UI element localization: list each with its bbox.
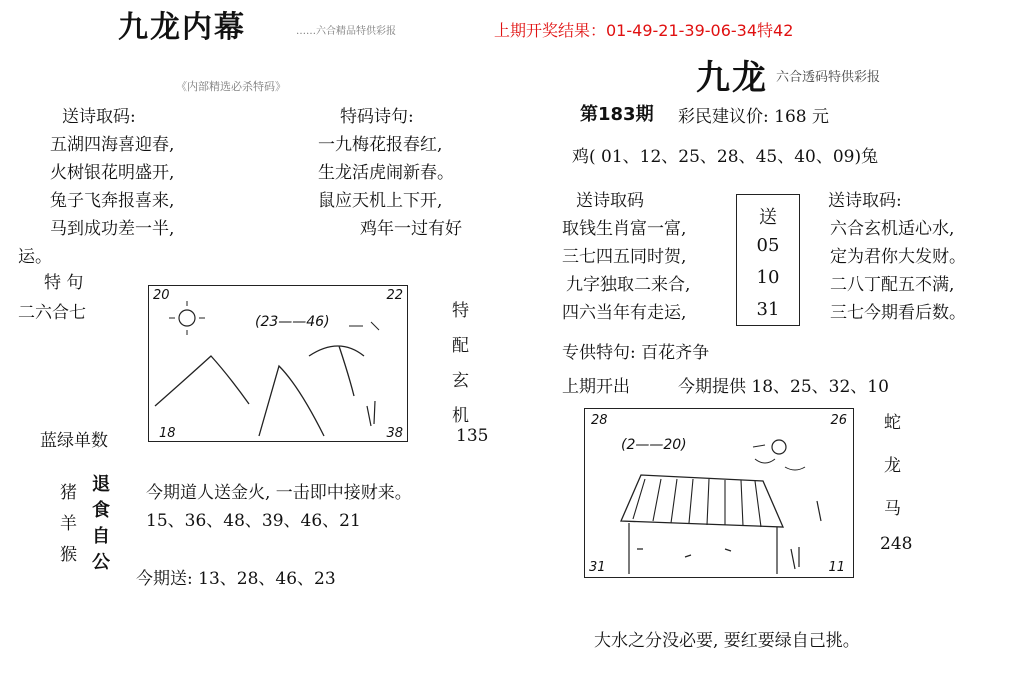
left-tagline: 《内部精选必杀特码》 <box>176 80 286 93</box>
send-box-num-2: 10 <box>756 267 780 288</box>
left-poem-heading-special: 特码诗句: <box>340 107 414 127</box>
daoren-line: 今期道人送金火, 一击即中接财来。 <box>146 483 412 503</box>
special-text: 二六合七 <box>18 303 86 323</box>
this-issue-numbers: 今期提供 18、25、32、10 <box>678 377 889 397</box>
right-poem-right-1: 六合玄机适心水, <box>830 219 955 239</box>
zodiac-2: 羊 <box>60 514 77 534</box>
right-side-char-3: 马 <box>884 499 901 519</box>
left-sketch-box <box>148 285 408 442</box>
send-box <box>736 194 800 326</box>
chicken-line: 鸡( 01、12、25、28、45、40、09)兔 <box>572 147 879 167</box>
left-sketch-corner-tl: 20 <box>153 288 170 303</box>
retreat-char-4: 公 <box>92 552 110 573</box>
send-box-label: 送 <box>759 207 777 228</box>
send-box-num-3: 31 <box>756 299 780 320</box>
red-result-banner: 上期开奖结果：01-49-21-39-06-34特42 <box>494 21 794 40</box>
left-sketch-corner-bl: 18 <box>159 426 176 441</box>
left-sketch-text: (23——46) <box>255 314 330 330</box>
zodiac-3: 猴 <box>60 545 77 565</box>
left-poem-line-1: 五湖四海喜迎春, <box>50 135 175 155</box>
right-poem-right-3: 二八丁配五不满, <box>830 275 955 295</box>
left-poem-line-4: 马到成功差一半, <box>50 219 175 239</box>
zodiac-1: 猪 <box>60 483 77 503</box>
send-line: 今期送: 13、28、46、23 <box>136 569 336 589</box>
left-poem-line-2: 火树银花明盛开, <box>50 163 175 183</box>
send-box-num-1: 05 <box>756 235 780 256</box>
special-label: 特 句 <box>44 273 84 293</box>
right-side-vertical <box>884 408 901 519</box>
left-special-poem-line-3: 鼠应天机上下开, <box>318 191 443 211</box>
left-special-poem-line-4: 鸡年一过有好 <box>360 219 462 239</box>
left-special-poem-line-1: 一九梅花报春红, <box>318 135 443 155</box>
left-subtitle: ……六合精品特供彩报 <box>296 26 396 37</box>
retreat-vertical <box>92 470 110 574</box>
left-side-char-2: 配 <box>452 336 469 356</box>
right-side-number: 248 <box>880 534 913 554</box>
left-poem-heading: 送诗取码: <box>62 107 136 127</box>
retreat-char-1: 退 <box>92 474 110 495</box>
right-poem-right-4: 三七今期看后数。 <box>830 303 966 323</box>
right-sketch-drawing <box>585 409 853 577</box>
left-side-char-4: 机 <box>452 406 469 426</box>
footer-line: 大水之分没必要, 要红要绿自己挑。 <box>594 631 860 651</box>
left-side-vertical <box>452 296 469 426</box>
blue-green-label: 蓝绿单数 <box>40 431 108 451</box>
daoren-numbers: 15、36、48、39、46、21 <box>146 511 361 531</box>
right-sketch-box <box>584 408 854 578</box>
right-sketch-corner-bl: 31 <box>589 560 606 575</box>
zodiac-column <box>60 478 77 565</box>
right-title: 九龙 <box>696 58 768 98</box>
left-poem-line-3: 兔子飞奔报喜来, <box>50 191 175 211</box>
right-poem-right-2: 定为君你大发财。 <box>830 247 966 267</box>
left-side-number: 135 <box>456 426 489 446</box>
right-side-char-1: 蛇 <box>884 413 901 433</box>
right-sketch-corner-tr: 26 <box>830 413 847 428</box>
right-poem-heading-right: 送诗取码: <box>828 191 902 211</box>
last-issue-label: 上期开出 <box>562 377 630 397</box>
left-poem-wrap: 运。 <box>18 247 52 267</box>
right-poem-left-2: 三七四五同时贺, <box>562 247 687 267</box>
right-poem-left-1: 取钱生肖富一富, <box>562 219 687 239</box>
issue-number: 第183期 <box>580 104 654 125</box>
left-side-char-3: 玄 <box>452 371 469 391</box>
left-sketch-drawing <box>149 286 407 441</box>
left-side-char-1: 特 <box>452 301 469 321</box>
right-poem-heading-left: 送诗取码 <box>576 191 644 211</box>
left-sketch-corner-br: 38 <box>386 426 403 441</box>
left-special-poem-line-2: 生龙活虎闹新春。 <box>318 163 454 183</box>
retreat-char-2: 食 <box>92 500 110 521</box>
retreat-char-3: 自 <box>92 526 110 547</box>
left-sketch-corner-tr: 22 <box>386 288 403 303</box>
right-poem-left-4: 四六当年有走运, <box>562 303 687 323</box>
right-sketch-corner-br: 11 <box>828 560 845 575</box>
right-sketch-text: (2——20) <box>621 437 687 453</box>
suggested-price: 彩民建议价: 168 元 <box>678 107 829 127</box>
right-side-char-2: 龙 <box>884 456 901 476</box>
left-title: 九龙内幕 <box>118 10 246 45</box>
right-sketch-corner-tl: 28 <box>591 413 608 428</box>
right-poem-left-3: 九字独取二来合, <box>566 275 691 295</box>
right-subtitle: 六合透码特供彩报 <box>776 70 881 85</box>
special-offer: 专供特句: 百花齐争 <box>562 343 710 363</box>
